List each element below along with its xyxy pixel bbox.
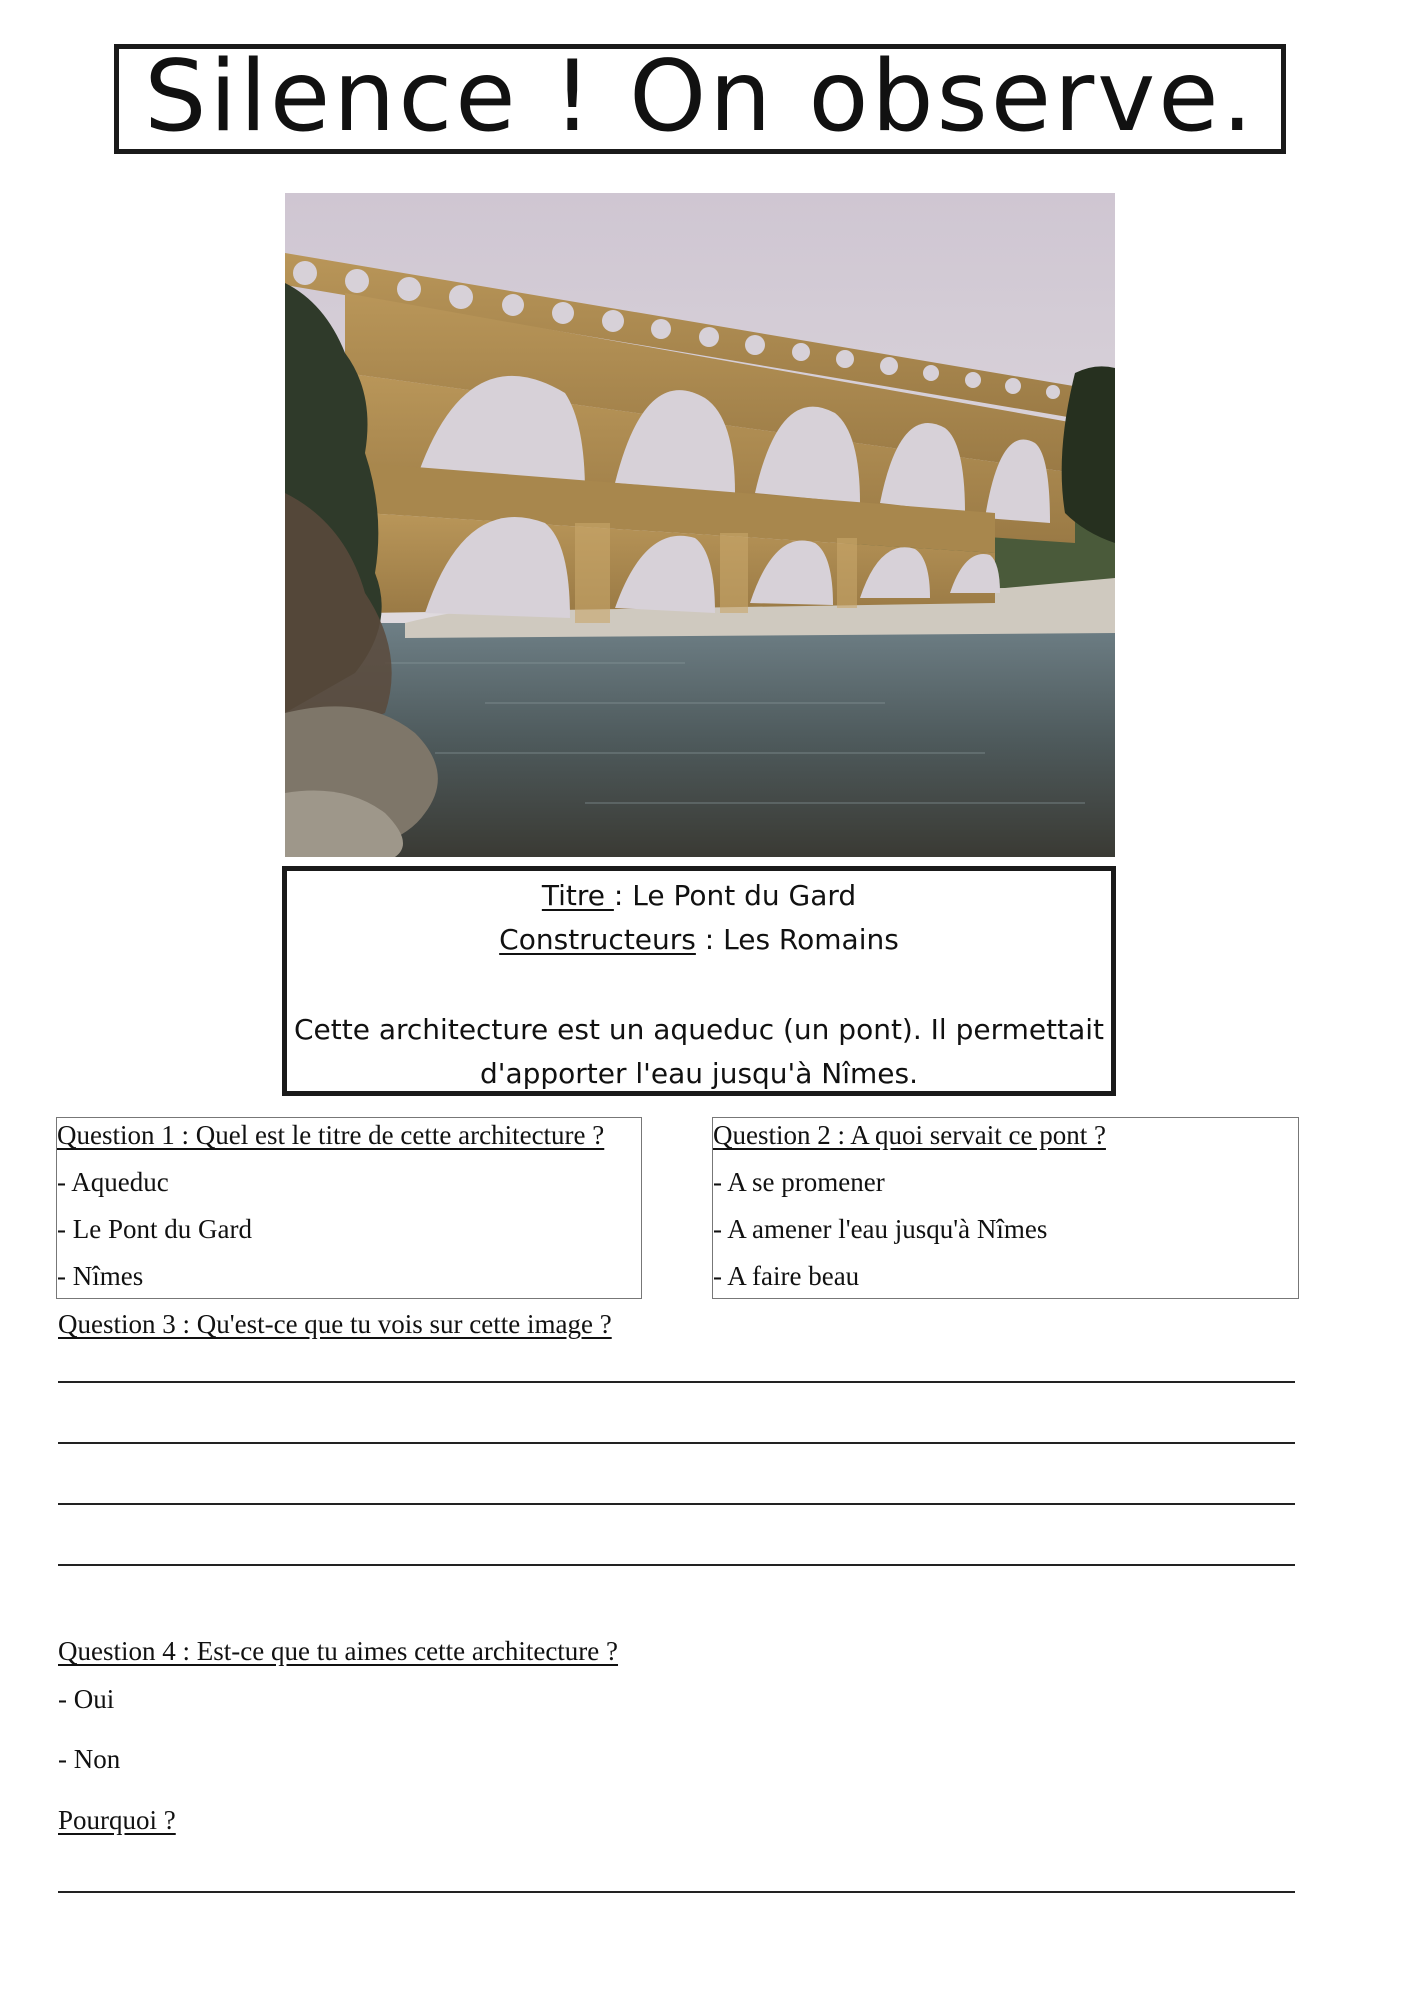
question-2-option[interactable]: - A se promener — [713, 1167, 885, 1197]
question-2-option[interactable]: - A amener l'eau jusqu'à Nîmes — [713, 1214, 1048, 1244]
question-1-option[interactable]: - Aqueduc — [57, 1167, 169, 1197]
question-4-option-non[interactable]: - Non — [58, 1744, 121, 1774]
aqueduct-photo — [285, 193, 1115, 857]
title-box — [114, 40, 1286, 154]
answer-line[interactable] — [58, 1891, 1295, 1893]
caption-description-line-2: d'apporter l'eau jusqu'à Nîmes. — [479, 1057, 919, 1090]
page-title: Silence ! On observe. — [144, 40, 1256, 154]
question-1-option[interactable]: - Le Pont du Gard — [57, 1214, 252, 1244]
caption-title-line — [287, 879, 1111, 913]
question-1-option[interactable]: - Nîmes — [57, 1261, 144, 1291]
question-4-why-prompt: Pourquoi ? — [58, 1805, 176, 1835]
answer-line[interactable] — [58, 1442, 1295, 1444]
aqueduct-illustration — [285, 193, 1115, 857]
question-1-prompt: Question 1 : Quel est le titre de cette architecture ? — [57, 1120, 605, 1150]
title-value: : Le Pont du Gard — [613, 879, 857, 912]
caption-box — [282, 866, 1116, 1096]
question-4-option-oui[interactable]: - Oui — [58, 1684, 115, 1714]
question-3-prompt: Question 3 : Qu'est-ce que tu vois sur cette image ? — [58, 1309, 612, 1339]
caption-description-line-1: Cette architecture est un aqueduc (un pont). Il permettait — [294, 1013, 1104, 1046]
question-2-box — [712, 1117, 1299, 1299]
answer-line[interactable] — [58, 1503, 1295, 1505]
answer-line[interactable] — [58, 1381, 1295, 1383]
question-2-prompt: Question 2 : A quoi servait ce pont ? — [713, 1120, 1106, 1150]
answer-line[interactable] — [58, 1564, 1295, 1566]
caption-builders-line — [287, 923, 1111, 957]
builders-value: : Les Romains — [695, 923, 899, 956]
builders-label: Constructeurs — [499, 923, 696, 956]
question-2-option[interactable]: - A faire beau — [713, 1261, 860, 1291]
question-4-prompt: Question 4 : Est-ce que tu aimes cette architecture ? — [58, 1636, 619, 1666]
title-label: Titre — [541, 879, 614, 912]
question-1-box — [56, 1117, 642, 1299]
